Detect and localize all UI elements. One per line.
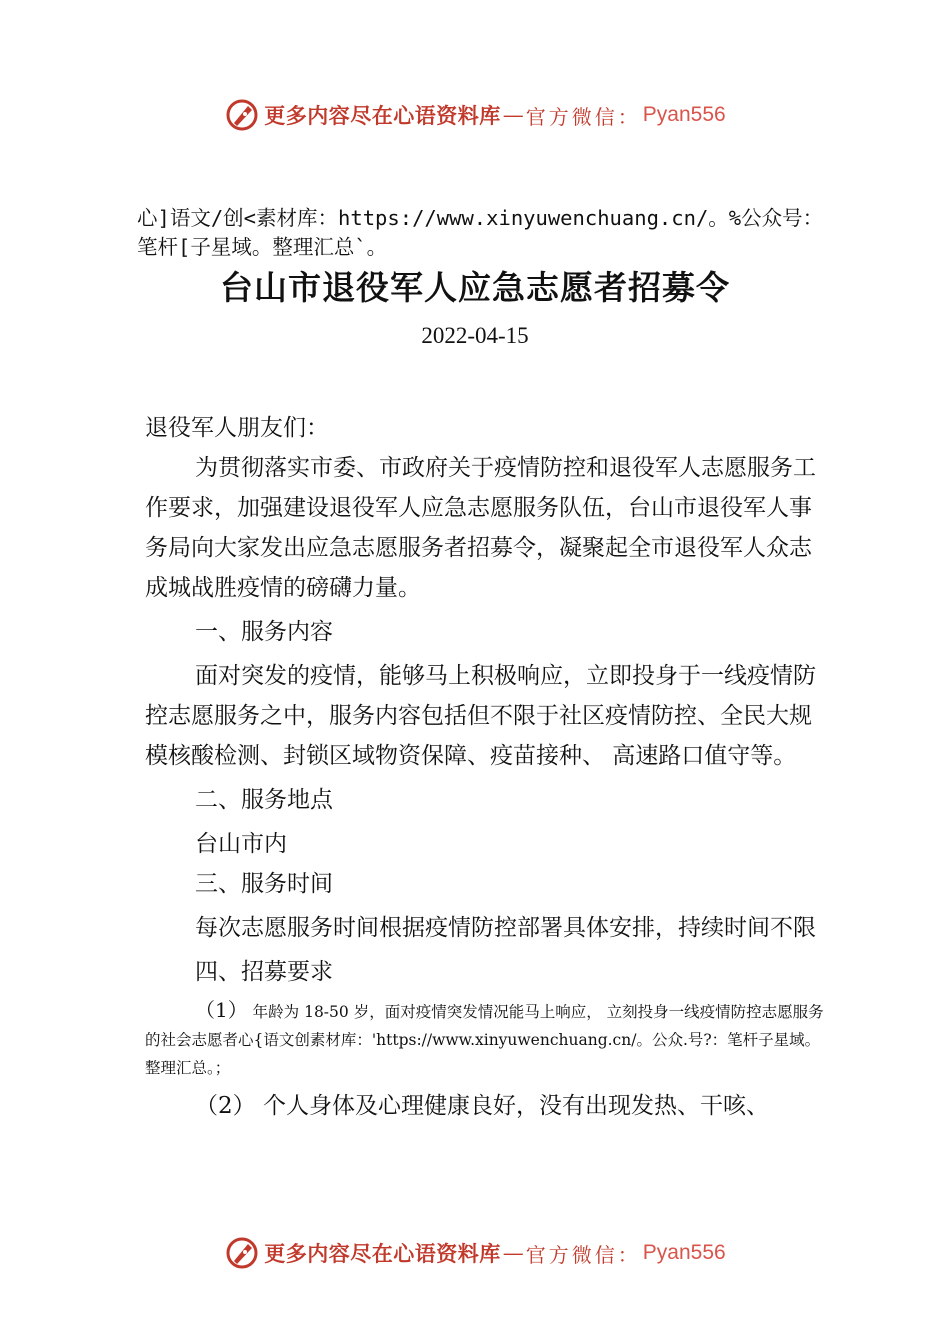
banner-separator: — (502, 1241, 524, 1265)
footer-banner (0, 1233, 950, 1273)
banner-wechat-label: 官方微信： (525, 1242, 641, 1267)
section-paragraph: 面对突发的疫情，能够马上积极响应，立即投身于一线疫情防控志愿服务之中，服务内容包括但不限于社区疫情防控、全民大规模核酸检测、封锁区域物资保障、疫苗接种、 高速路口值守等。 (145, 663, 816, 769)
banner-text: 更多内容尽在心语资料库 (264, 103, 501, 128)
document-body (145, 408, 825, 1126)
requirement-text: 个人身体及心理健康良好，没有出现发热、干咳、 (255, 1093, 769, 1119)
banner-wechat-id: Pyan556 (642, 103, 726, 126)
section-heading: 一、服务内容 (195, 619, 333, 645)
header-banner (0, 95, 950, 135)
pen-nib-logo-icon (224, 1235, 260, 1271)
requirement-text: 年龄为 18-50 岁，面对疫情突发情况能马上响应， 立刻投身一线疫情防控志愿服务的社会志愿者心{语文创素材库：'https://www.xinyuwenchuang.cn/。公众.号?：笔杆子星域。整理汇总。； (145, 1003, 824, 1077)
document-date: 2022-04-15 (421, 323, 529, 348)
requirement-number: （2） (195, 1093, 256, 1119)
document-title: 台山市退役军人应急志愿者招募令 (220, 268, 730, 307)
section-heading: 二、服务地点 (195, 787, 333, 813)
section-paragraph: 台山市内 (195, 831, 287, 857)
intro-paragraph: 为贯彻落实市委、市政府关于疫情防控和退役军人志愿服务工作要求，加强建设退役军人应急志愿服务队伍，台山市退役军人事务局向大家发出应急志愿服务者招募令，凝聚起全市退役军人众志成城战胜疫情的磅礴力量。 (145, 455, 816, 601)
salutation: 退役军人朋友们： (145, 415, 329, 441)
pen-nib-logo-icon (224, 97, 260, 133)
requirement-number: （1） (195, 998, 248, 1022)
banner-separator: — (502, 103, 524, 127)
section-heading: 四、招募要求 (195, 959, 333, 985)
requirement-item (145, 1086, 825, 1126)
section-paragraph: 每次志愿服务时间根据疫情防控部署具体安排，持续时间不限 (195, 915, 816, 941)
section-heading: 三、服务时间 (195, 871, 333, 897)
banner-text: 更多内容尽在心语资料库 (264, 1241, 501, 1266)
banner-wechat-label: 官方微信： (525, 104, 641, 129)
requirement-item (145, 996, 825, 1082)
banner-wechat-id: Pyan556 (642, 1241, 726, 1264)
watermark-text: 心]语文/创<素材库：https://www.xinyuwenchuang.cn/。%公众号：笔杆[子星域。整理汇总`。 (137, 206, 824, 259)
